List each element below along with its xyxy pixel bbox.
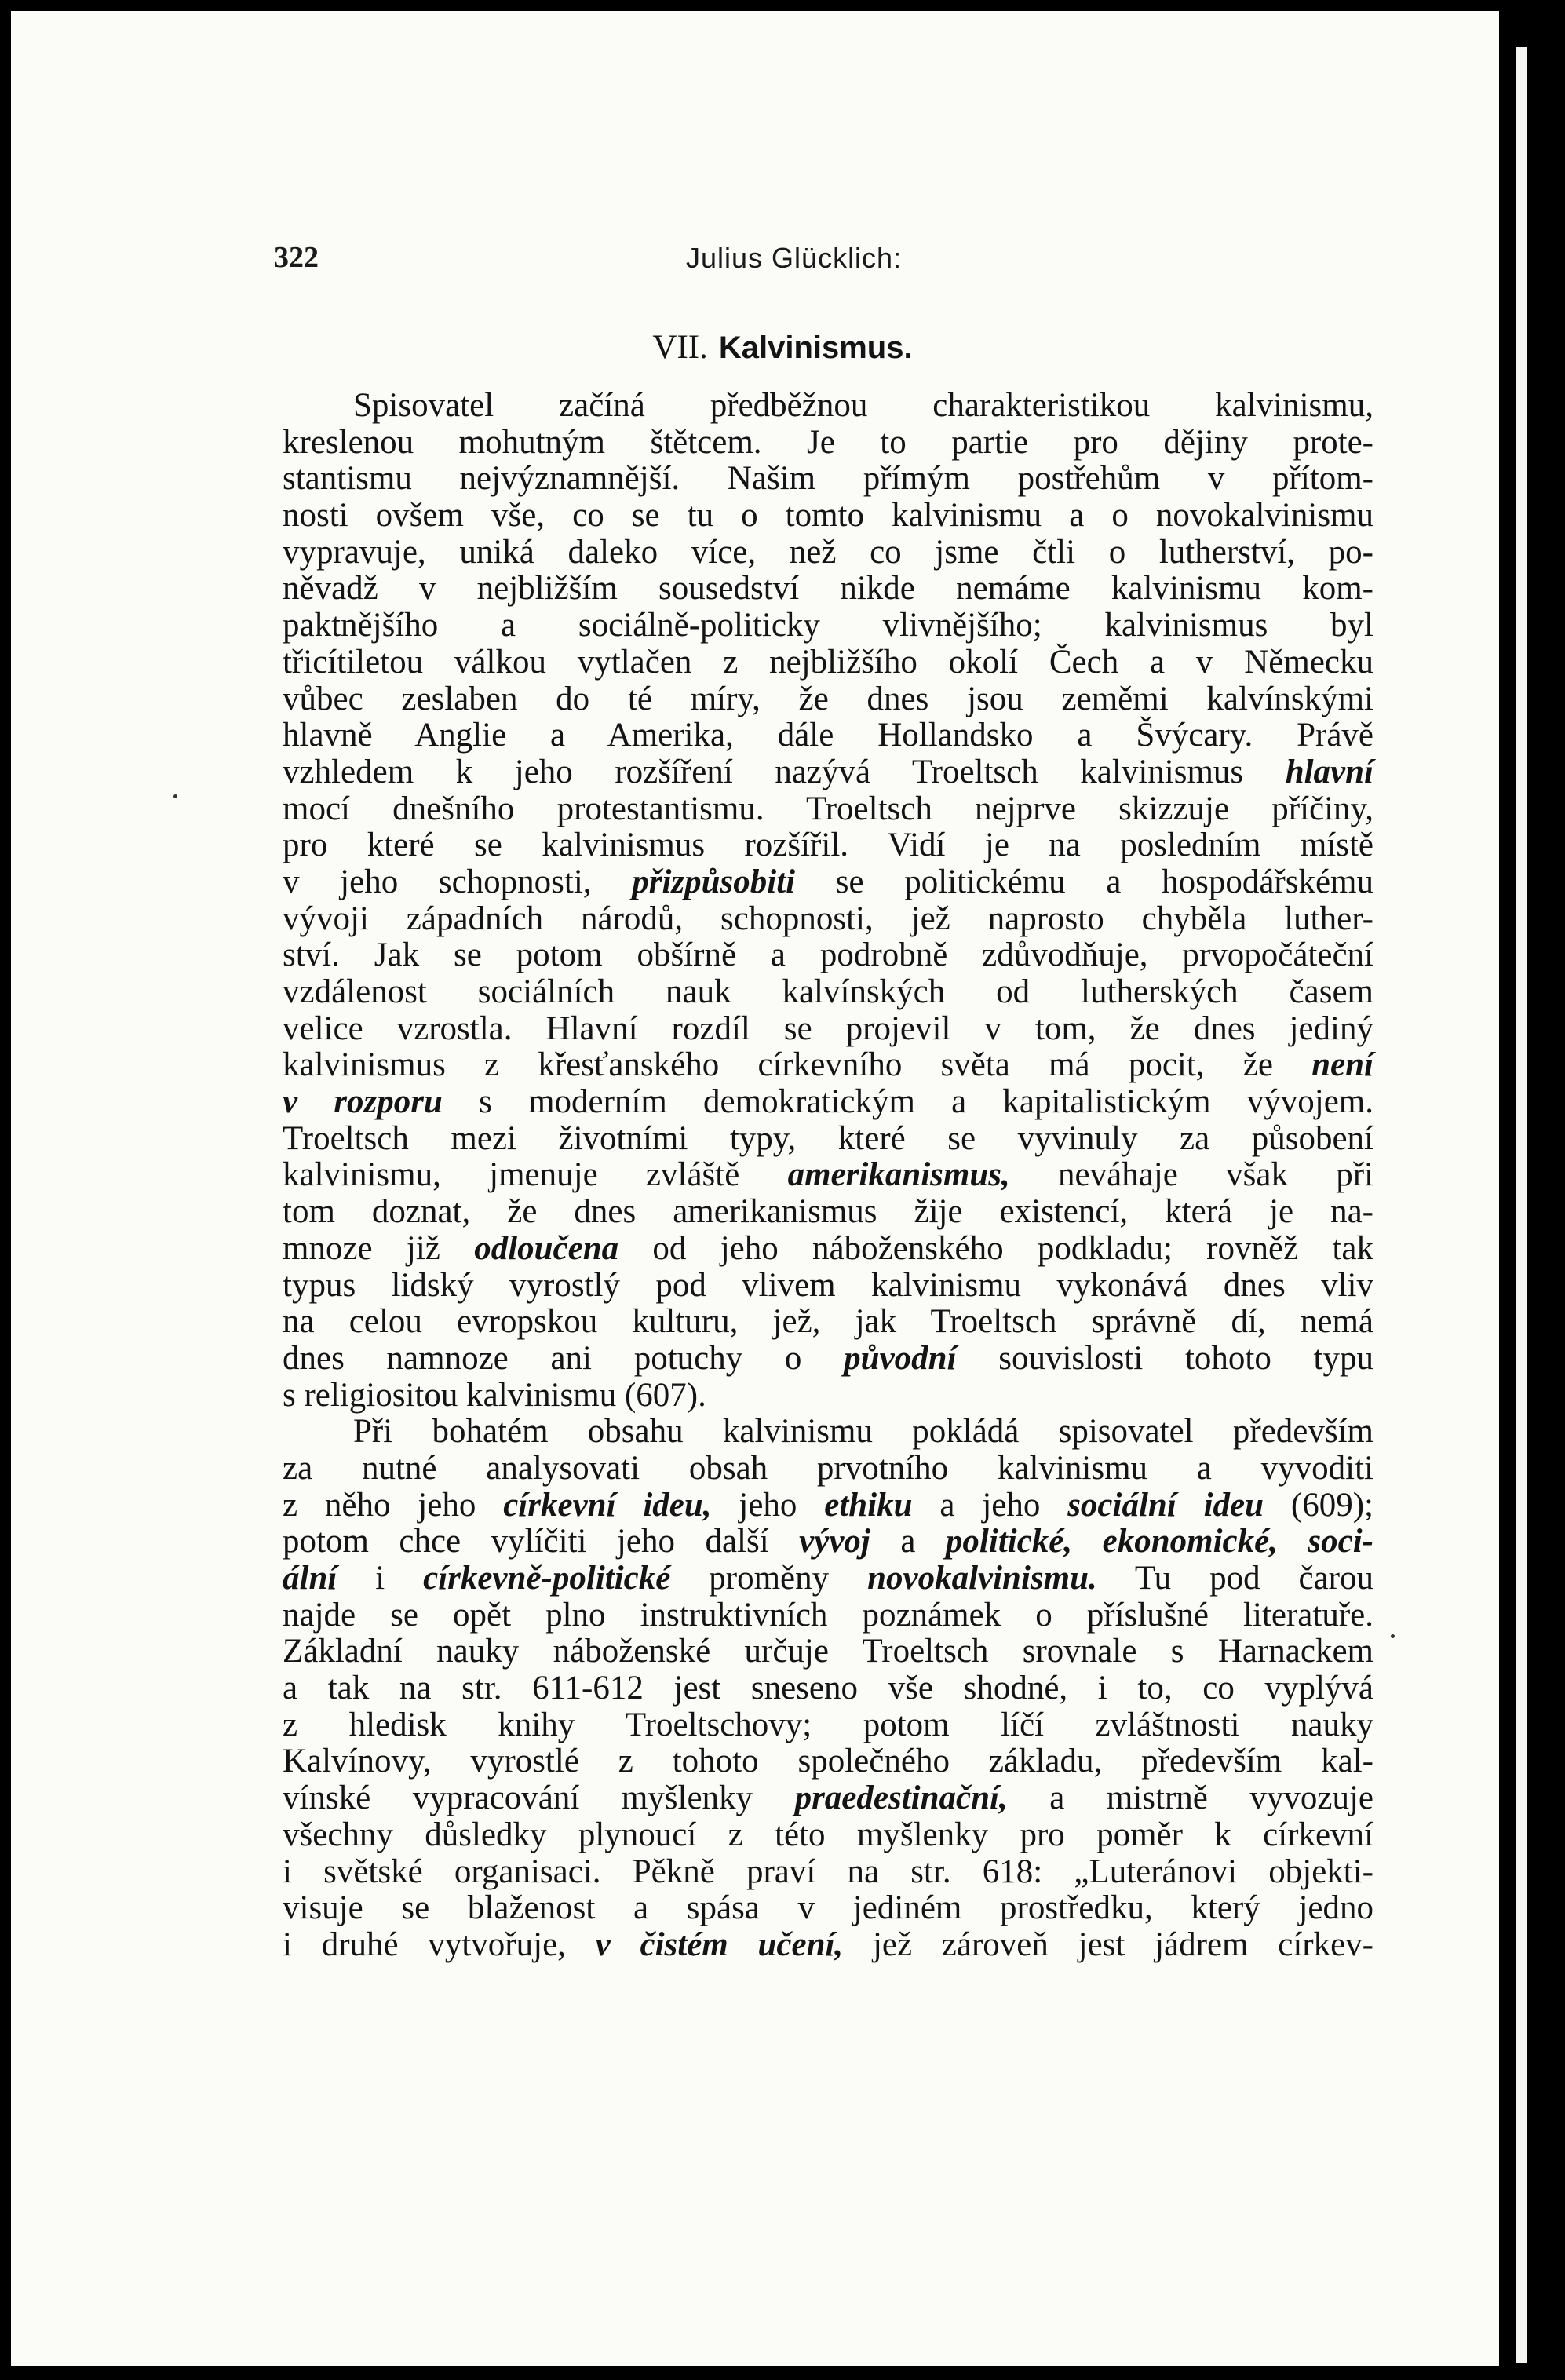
- text-line: tom doznat, že dnes amerikanismus žije existencí, která je na-: [283, 1193, 1373, 1231]
- text-run: a jeho: [912, 1486, 1068, 1524]
- text-line: [283, 1561, 1373, 1597]
- page-number: 322: [274, 241, 319, 274]
- section-numeral: VII.: [652, 329, 708, 366]
- emphasized-text: praedestinační,: [794, 1780, 1008, 1817]
- emphasized-text: v rozporu: [283, 1083, 443, 1121]
- text-run: i: [337, 1560, 424, 1597]
- text-run: jež zároveň jest jádrem církev-: [843, 1926, 1373, 1963]
- section-heading: [0, 328, 1565, 367]
- text-line: [283, 1524, 1373, 1561]
- text-line: nosti ovšem vše, co se tu o tomto kalvinismu a o novokalvinismu: [283, 497, 1373, 535]
- text-line: něvadž v nejbližším sousedství nikde nemáme kalvinismu kom-: [283, 570, 1373, 608]
- text-line: i světské organisaci. Pěkně praví na str. 618: „Luteránovi objekti-: [283, 1853, 1373, 1890]
- text-line: mocí dnešního protestantismu. Troeltsch nejprve skizzuje příčiny,: [283, 790, 1373, 827]
- text-run: souvislosti tohoto typu: [956, 1339, 1373, 1377]
- stray-mark: [173, 794, 177, 798]
- text-line: a tak na str. 611-612 jest sneseno vše shodné, i to, co vyplývá: [283, 1670, 1373, 1707]
- emphasized-text: novokalvinismu.: [867, 1560, 1097, 1597]
- text-line: [283, 1488, 1373, 1524]
- text-line: [283, 1341, 1373, 1378]
- text-line: paktnějšího a sociálně-politicky vlivnějšího; kalvinismus byl: [283, 607, 1373, 644]
- text-run: Tu pod čarou: [1096, 1560, 1374, 1597]
- text-line: Základní nauky náboženské určuje Troeltsch srovnale s Harnackem: [283, 1633, 1373, 1670]
- text-run: (609);: [1264, 1486, 1373, 1524]
- page-header: [274, 235, 1388, 283]
- text-run: kalvinismus z křesťanského církevního světa má pocit, že: [283, 1046, 1312, 1084]
- text-line: vypravuje, uniká daleko více, než co jsme čtli o lutherství, po-: [283, 533, 1373, 571]
- emphasized-text: hlavní: [1285, 753, 1373, 790]
- text-line: ství. Jak se potom obšírně a podrobně zdůvodňuje, prvopočáteční: [283, 936, 1373, 974]
- emphasized-text: ální: [283, 1560, 337, 1597]
- emphasized-text: původní: [844, 1339, 957, 1377]
- text-run: v jeho schopnosti,: [283, 863, 633, 900]
- text-line: s religiositou kalvinismu (607).: [283, 1376, 706, 1414]
- text-line: [283, 1780, 1373, 1817]
- text-run: potom chce vylíčiti jeho další: [283, 1523, 800, 1561]
- emphasized-text: politické, ekonomické, soci-: [945, 1523, 1374, 1561]
- text-line: Troeltsch mezi životními typy, které se vyvinuly za působení: [283, 1119, 1373, 1157]
- text-run: jeho: [711, 1486, 825, 1524]
- text-run: i druhé vytvořuje,: [283, 1926, 596, 1963]
- emphasized-text: amerikanismus,: [787, 1156, 1010, 1194]
- text-line: [283, 864, 1373, 901]
- text-run: se politickému a hospodářskému: [795, 863, 1373, 900]
- body-text: [283, 388, 1373, 1964]
- text-line: [283, 1927, 1373, 1964]
- stray-mark: [1391, 1634, 1395, 1638]
- text-line: vývoji západních národů, schopnosti, jež naprosto chyběla luther-: [283, 900, 1373, 937]
- emphasized-text: přizpůsobiti: [632, 863, 796, 900]
- text-line: Spisovatel začíná předběžnou charakteristikou kalvinismu,: [353, 387, 1373, 424]
- text-line: Při bohatém obsahu kalvinismu pokládá spisovatel především: [353, 1413, 1373, 1451]
- text-line: [283, 1084, 1373, 1121]
- text-line: vzdálenost sociálních nauk kalvínských od lutherských časem: [283, 973, 1373, 1010]
- text-run: kalvinismu, jmenuje zvláště: [283, 1156, 788, 1194]
- page-edge: [1516, 47, 1527, 2363]
- text-run: proměny: [670, 1560, 868, 1597]
- emphasized-text: ethiku: [824, 1486, 913, 1524]
- text-line: za nutné analysovati obsah prvotního kalvinismu a vyvoditi: [283, 1449, 1373, 1487]
- text-line: visuje se blaženost a spása v jediném prostředku, který jedno: [283, 1889, 1373, 1927]
- emphasized-text: v čistém učení,: [595, 1926, 844, 1963]
- text-line: Kalvínovy, vyrostlé z tohoto společného základu, především kal-: [283, 1743, 1373, 1780]
- emphasized-text: odloučena: [474, 1229, 619, 1267]
- running-head: Julius Glücklich:: [686, 242, 903, 274]
- text-run: od jeho náboženského podkladu; rovněž tak: [618, 1229, 1373, 1267]
- text-line: z hledisk knihy Troeltschovy; potom líčí zvláštnosti nauky: [283, 1706, 1373, 1743]
- text-run: s moderním demokratickým a kapitalistickým vývojem.: [442, 1083, 1373, 1121]
- text-line: typus lidský vyrostlý pod vlivem kalvinismu vykonává dnes vliv: [283, 1266, 1373, 1304]
- emphasized-text: není: [1311, 1046, 1373, 1084]
- text-run: z něho jeho: [283, 1486, 504, 1524]
- text-line: najde se opět plno instruktivních poznámek o příslušné literatuře.: [283, 1596, 1373, 1634]
- text-run: vzhledem k jeho rozšíření nazývá Troeltsch kalvinismus: [283, 753, 1286, 790]
- text-line: vůbec zeslaben do té míry, že dnes jsou zeměmi kalvínskými: [283, 680, 1373, 717]
- text-line: stantismu nejvýznamnější. Našim přímým postřehům v přítom-: [283, 460, 1373, 498]
- text-line: [283, 1047, 1373, 1084]
- text-line: třicítiletou válkou vytlačen z nejbližšího okolí Čech a v Německu: [283, 643, 1373, 681]
- text-line: kreslenou mohutným štětcem. Je to partie pro dějiny prote-: [283, 423, 1373, 461]
- text-line: [283, 754, 1373, 791]
- emphasized-text: vývoj: [799, 1523, 870, 1561]
- text-line: všechny důsledky plynoucí z této myšlenky pro poměr k církevní: [283, 1816, 1373, 1853]
- text-line: na celou evropskou kulturu, jež, jak Troeltsch správně dí, nemá: [283, 1303, 1373, 1341]
- emphasized-text: církevní ideu,: [503, 1486, 712, 1524]
- text-line: hlavně Anglie a Amerika, dále Hollandsko a Švýcary. Právě: [283, 717, 1373, 754]
- emphasized-text: sociální ideu: [1067, 1486, 1264, 1524]
- text-run: neváhaje však při: [1009, 1156, 1373, 1194]
- text-line: [283, 1157, 1373, 1194]
- text-run: mnoze již: [283, 1229, 475, 1267]
- section-title: Kalvinismus.: [718, 330, 913, 365]
- emphasized-text: církevně-politické: [423, 1560, 671, 1597]
- text-line: velice vzrostla. Hlavní rozdíl se projevil v tom, že dnes jediný: [283, 1009, 1373, 1047]
- text-run: a: [870, 1523, 946, 1561]
- text-line: [283, 1231, 1373, 1268]
- text-run: vínské vypracování myšlenky: [283, 1780, 795, 1817]
- text-line: pro které se kalvinismus rozšířil. Vidí je na posledním místě: [283, 827, 1373, 864]
- text-run: dnes namnoze ani potuchy o: [283, 1339, 845, 1377]
- text-run: a mistrně vyvozuje: [1007, 1780, 1373, 1817]
